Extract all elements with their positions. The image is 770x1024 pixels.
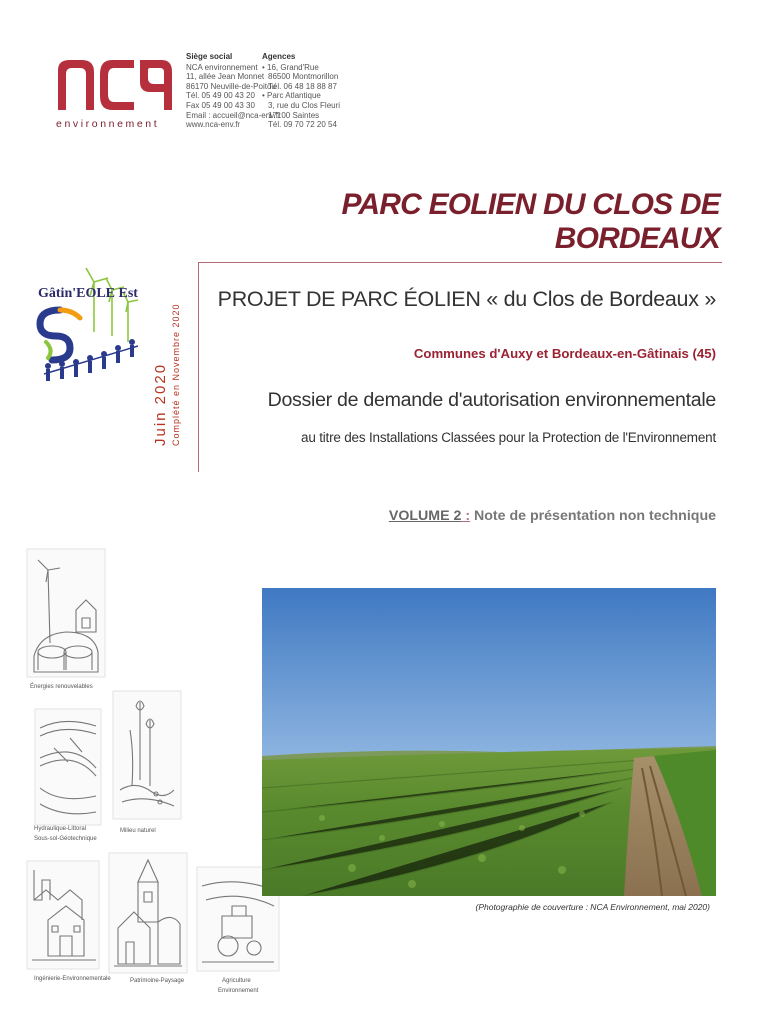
sketch-caption-2: Environnement	[218, 988, 259, 994]
siege-line: 86170 Neuville-de-Poitou	[186, 81, 276, 91]
siege-line[interactable]: Email : accueil@nca-env.fr	[186, 110, 281, 120]
agence-line: • 16, Grand'Rue	[262, 62, 319, 72]
document-date	[152, 303, 181, 446]
branch-offices	[262, 52, 340, 130]
heritage-sketch-icon	[108, 852, 188, 974]
agence-line: 3, rue du Clos Fleuri	[268, 100, 341, 110]
agences-title: Agences	[262, 52, 296, 61]
agence-line: Tél. 09 70 72 20 54	[268, 120, 337, 130]
industry-sketch-icon	[26, 860, 100, 970]
volume-heading	[300, 508, 716, 524]
project-title: PROJET DE PARC ÉOLIEN « du Clos de Bordeaux »	[217, 287, 716, 311]
frame-divider	[198, 262, 722, 263]
sketch-caption: Énergies renouvelables	[30, 684, 93, 690]
dossier-title: Dossier de demande d'autorisation environnementale	[267, 389, 716, 411]
siege-line: Tél. 05 49 00 43 20	[186, 91, 255, 101]
sketch-caption: Patrimoine-Paysage	[130, 978, 185, 984]
sketch-caption: Agriculture	[222, 978, 251, 984]
siege-line: 11, allée Jean Monnet	[186, 72, 265, 82]
frame-divider	[198, 262, 199, 472]
siege-title: Siège social	[186, 52, 233, 61]
sketch-caption-2: Sous-sol-Géotechnique	[34, 836, 97, 842]
gatin-eole-text: Gâtin'EOLE Est	[38, 286, 138, 301]
gatin-eole-logo	[24, 262, 152, 392]
agence-line: Tél. 06 48 18 88 87	[268, 81, 337, 91]
logo-wordmark: environnement	[56, 118, 160, 130]
hydraulics-sketch-icon	[34, 708, 102, 826]
wind-energy-sketch-icon	[26, 548, 106, 678]
communes-line: Communes d'Auxy et Bordeaux-en-Gâtinais (45)	[413, 346, 716, 361]
agence-line: 86500 Montmorillon	[268, 72, 339, 82]
siege-line: Fax 05 49 00 43 30	[186, 100, 255, 110]
sketch-caption: Hydraulique-Littoral	[34, 826, 87, 832]
photo-credit: (Photographie de couverture : NCA Environnement, mai 2020)	[475, 902, 710, 912]
agence-line: • Parc Atlantique	[262, 91, 321, 101]
date-main: Juin 2020	[152, 362, 169, 446]
document-title: PARC EOLIEN DU CLOS DE BORDEAUX	[341, 188, 720, 255]
field-landscape-photo	[262, 588, 716, 896]
natural-environment-sketch-icon	[112, 690, 182, 820]
volume-label: VOLUME 2	[388, 508, 462, 524]
agence-line: 17100 Saintes	[268, 110, 320, 120]
siege-line[interactable]: www.nca-env.fr	[186, 120, 241, 130]
sketch-caption: Milieu naturel	[120, 828, 156, 834]
icpe-subtitle: au titre des Installations Classées pour la Protection de l'Environnement	[301, 430, 716, 445]
volume-colon: :	[461, 508, 471, 524]
date-completed: Complété en Novembre 2020	[171, 303, 181, 446]
sketch-caption: Ingénierie-Environnementale	[34, 976, 111, 982]
volume-text: Note de présentation non technique	[470, 508, 716, 524]
siege-line: NCA environnement	[186, 62, 258, 72]
